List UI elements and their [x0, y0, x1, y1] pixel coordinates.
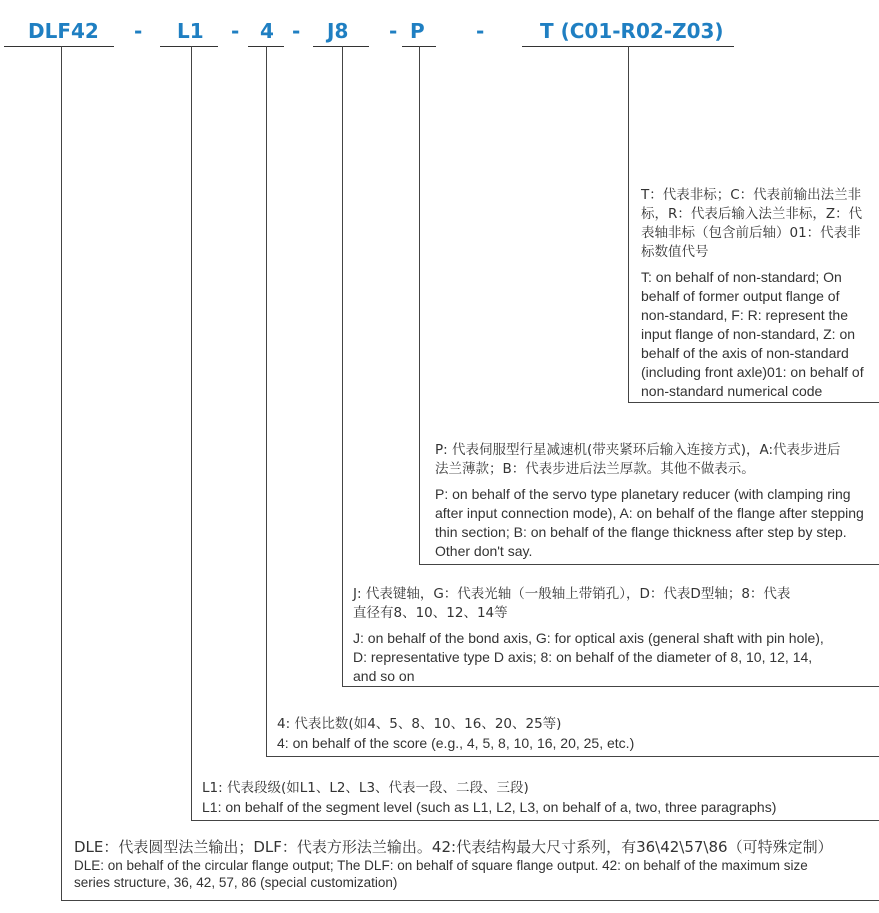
note-cn-line: 直径有8、10、12、14等 [353, 605, 508, 621]
separator: - [292, 19, 301, 43]
note-en-line: thin section; B: on behalf of the flange thickness after step by step. [435, 524, 847, 540]
note-ratio [277, 715, 634, 753]
code-ratio: 4 [260, 19, 274, 43]
bottom-line-shaft [342, 686, 879, 687]
code-shaft: J8 [327, 19, 349, 43]
connector-ratio [266, 46, 267, 756]
separator: - [134, 19, 143, 43]
note-en-line: (including front axle)01: on behalf of [641, 364, 864, 380]
note-cn-line: 标，R：代表后输入法兰非标，Z：代 [641, 206, 863, 222]
note-en-line: non-standard numerical code [641, 383, 823, 399]
bottom-line-ratio [266, 756, 879, 757]
note-en-line: series structure, 36, 42, 57, 86 (special customization) [74, 875, 398, 890]
note-cn-line: 表轴非标（包含前后轴）01：代表非 [641, 225, 861, 241]
note-cn-line: DLE：代表圆型法兰输出；DLF：代表方形法兰输出。42:代表结构最大尺寸系列，有36\42\57\86（可特殊定制） [74, 838, 833, 856]
connector-segment [191, 46, 192, 820]
note-cn-line: 法兰薄款；B：代表步进后法兰厚款。其他不做表示。 [435, 461, 755, 477]
note-en-line: and so on [353, 668, 415, 684]
note-cn-line: J: 代表键轴，G：代表光轴（一般轴上带销孔），D：代表D型轴；8：代表 [353, 586, 791, 602]
note-en-line: P: on behalf of the servo type planetary reducer (with clamping ring [435, 486, 851, 502]
note-en-line: after input connection mode), A: on behalf of the flange after stepping [435, 505, 864, 521]
note-cn-line: 4: 代表比数(如4、5、8、10、16、20、25等) [277, 716, 562, 732]
note-motor [435, 441, 864, 561]
note-cn-line: 标数值代号 [641, 244, 709, 260]
connector-shaft [342, 46, 343, 686]
note-en-line: behalf of the axis of non-standard [641, 345, 849, 361]
separator: - [476, 19, 485, 43]
bottom-line-nonstandard [628, 402, 879, 403]
note-en-line: behalf of former output flange of [641, 288, 840, 304]
note-en-line: J: on behalf of the bond axis, G: for optical axis (general shaft with pin hole), [353, 630, 824, 646]
separator: - [389, 19, 398, 43]
note-nonstandard [641, 186, 864, 401]
note-en-line: Other don't say. [435, 543, 533, 559]
code-segment: L1 [177, 19, 204, 43]
note-en-line: DLE: on behalf of the circular flange output; The DLF: on behalf of square flange output. 42: on behalf of the maximum size [74, 858, 808, 873]
connector-motor [419, 46, 420, 564]
separator: - [231, 19, 240, 43]
note-model [74, 837, 833, 891]
note-cn-line: P: 代表伺服型行星减速机(带夹紧环后输入连接方式)，A:代表步进后 [435, 442, 841, 458]
note-cn-line: L1: 代表段级(如L1、L2、L3、代表一段、二段、三段) [202, 780, 529, 796]
connector-model [61, 46, 62, 900]
note-cn-line: T：代表非标；C：代表前输出法兰非 [641, 187, 862, 203]
note-en-line: 4: on behalf of the score (e.g., 4, 5, 8, 10, 16, 20, 25, etc.) [277, 735, 635, 751]
underline-model [4, 46, 114, 47]
underline-segment [160, 46, 218, 47]
underline-shaft [313, 46, 369, 47]
note-en-line: L1: on behalf of the segment level (such as L1, L2, L3, on behalf of a, two, three paragraphs) [202, 799, 777, 815]
bottom-line-segment [191, 820, 879, 821]
note-en-line: T: on behalf of non-standard; On [641, 269, 842, 285]
code-model: DLF42 [28, 19, 99, 43]
code-motor: P [410, 19, 425, 43]
note-en-line: input flange of non-standard, Z: on [641, 326, 856, 342]
note-segment [202, 779, 776, 817]
connector-nonstandard [628, 46, 629, 402]
note-shaft [353, 585, 824, 686]
code-nonstandard: T (C01-R02-Z03) [540, 19, 724, 43]
note-en-line: non-standard, F: R: represent the [641, 307, 848, 323]
bottom-line-model [61, 900, 879, 901]
bottom-line-motor [419, 564, 879, 565]
note-en-line: D: representative type D axis; 8: on behalf of the diameter of 8, 10, 12, 14, [353, 649, 813, 665]
